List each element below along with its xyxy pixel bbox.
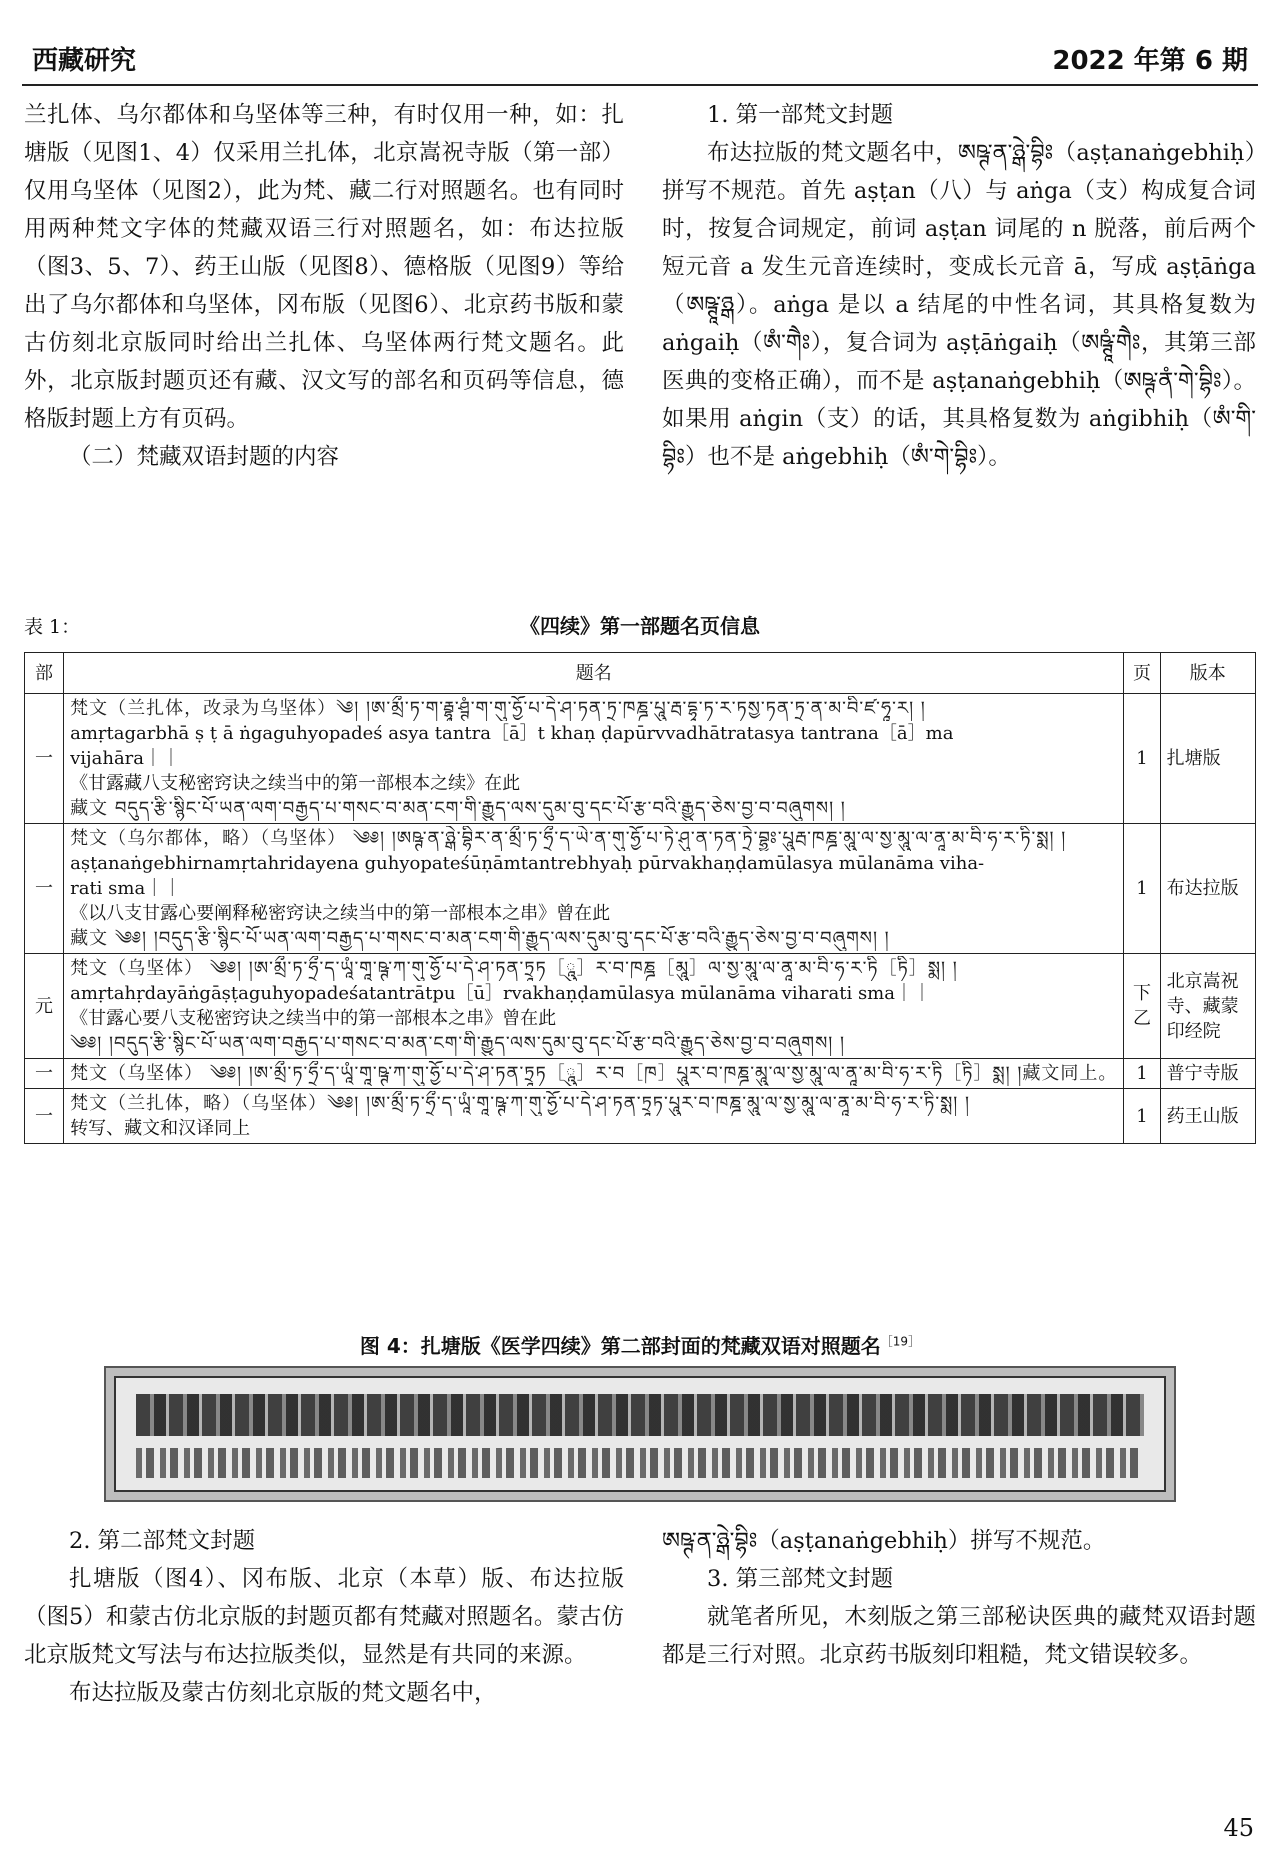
- left-column-top: [24, 96, 624, 476]
- cell-part: 一: [25, 694, 64, 824]
- title-line: 梵文（乌坚体） ༄༅། །ཨ་མྲྀ་ཏ་ཧྲྀ་ད་ཡཱཾ་གཱ་ཥྚ་ཀ་གུ་ཧྱོ་པ་དེ་ཤ་ཏན་ཏྲཱཏ［ཱུ］ར་བ［ཁ］པཱུར་བ་ཁཎྜ་མཱུ་ལ་སྱ་མཱུ་ལ་ནཱ་མ་བི་ཧ་ར་ཏི［ཏི］སྨ། །藏文同上。: [70, 1063, 1118, 1084]
- tibetan-script-line: [136, 1448, 1144, 1478]
- right-column-top: [662, 96, 1256, 476]
- table-row: [25, 954, 1256, 1059]
- running-header: [22, 40, 1258, 80]
- table-row: [25, 1059, 1256, 1089]
- title-line: aṣṭanaṅgebhirnamṛtahridayena guhyopateśūṇāmtantrebhyaḥ pūrvakhaṇḍamūlasya mūlanāma viha-: [70, 853, 985, 874]
- cell-page: 1: [1124, 824, 1160, 954]
- cell-part: 元: [25, 954, 64, 1059]
- cell-edition: 布达拉版: [1160, 824, 1255, 954]
- cell-title: [64, 954, 1124, 1059]
- issue-label: 2022 年第 6 期: [1052, 46, 1248, 76]
- table-row: [25, 1089, 1256, 1144]
- paragraph: 布达拉版的梵文题名中，ཨཥྚ་ན་ཉྒེ་བྷིཿ（aṣṭanaṅgebhiḥ）拼写不规范。首先 aṣṭan（八）与 aṅga（支）构成复合词时，按复合词规定，前词 aṣṭan 词尾的 n 脱落，前后两个短元音 a 发生元音连续时，变成长元音 ā，写成 aṣṭāṅga（ཨཥྚཱ་ཉྒ）。aṅga 是以 a 结尾的中性名词，其具格复数为 aṅgaiḥ（ཨཾ་གཻཿ），复合词为 aṣṭāṅgaiḥ（ཨཥྚཱཾ་གཻཿ，其第三部医典的变格正确），而不是 aṣṭanaṅgebhiḥ（ཨཥྚ་ནཾ་གེ་བྷིཿ）。如果用 aṅgin（支）的话，其具格复数为 aṅgibhiḥ（ཨཾ་གི་བྷིཿ）也不是 aṅgebhiḥ（ཨཾ་གེ་བྷིཿ）。: [662, 140, 1256, 470]
- cell-title: [64, 1089, 1124, 1144]
- paragraph: ཨཥྚ་ན་ཉྒེ་བྷིཿ（aṣṭanaṅgebhiḥ）拼写不规范。: [662, 1528, 1106, 1554]
- title-line: 梵文（兰扎体，改录为乌坚体）༄། །ཨ་མྲྀ་ཏ་ག་རྦྷཱ་ཤྚཱཾ་ག་གུ་ཧྱོ་པ་དེ་ཤ་ཏན་ཏྲ་ཁཎྜ་པཱུ་རྦ་དྷཱ་ཏ་ར་ཏསྱ་ཏན་ཏྲ་ན་མ་བི་ཛ་ཧཱ་ར། །: [70, 698, 926, 719]
- table-label: 表 1：: [24, 616, 81, 638]
- title-line: 《甘露藏八支秘密窍诀之续当中的第一部根本之续》在此: [70, 773, 521, 794]
- cell-page: 1: [1124, 1089, 1160, 1144]
- cell-part: 一: [25, 824, 64, 954]
- paragraph: 扎塘版（图4）、冈布版、北京（本草）版、布达拉版（图5）和蒙古仿北京版的封题页都有梵藏对照题名。蒙古仿北京版梵文写法与布达拉版类似，显然是有共同的来源。: [24, 1566, 624, 1668]
- title-line: 《以八支甘露心要阐释秘密窍诀之续当中的第一部根本之串》曾在此: [70, 903, 611, 924]
- section-heading: 1. 第一部梵文封题: [707, 102, 894, 128]
- title-line: 藏文 བདུད་རྩི་སྙིང་པོ་ཡན་ལག་བརྒྱད་པ་གསང་བ་མན་ངག་གི་རྒྱུད་ལས་དུམ་བུ་དང་པོ་རྩ་བའི་རྒྱུད་ཅེས་བྱ་བ་བཞུགས། །: [70, 798, 846, 819]
- title-line: amṛtahṛdayāṅgāṣṭaguhyopadeśatantrātpu［ū］rvakhaṇḍamūlasya mūlanāma viharati sma｜｜: [70, 983, 931, 1004]
- title-line: 梵文（乌尔都体，略）（乌坚体） ༄༅། །ཨཥྚ་ན་ཉྒེ་བྷིར་ན་མྲྀ་ཏ་ཧྲྀ་ད་ཡེ་ན་གུ་ཧྱོ་པ་ཏེ་ཤུ་ན་ཏན་ཏྲེ་བྷྱཿ་པཱུརྦ་ཁཎྜ་མཱུ་ལ་སྱ་མཱུ་ལ་ནཱ་མ་བི་ཧ་ར་ཏི་སྨ། །: [70, 828, 1067, 849]
- cell-part: 一: [25, 1059, 64, 1089]
- page-number: 45: [1223, 1814, 1254, 1842]
- table-title: 《四续》第一部题名页信息: [520, 614, 760, 638]
- title-line: 转写、藏文和汉译同上: [70, 1118, 251, 1139]
- cell-page: 1: [1124, 694, 1160, 824]
- paragraph: 兰扎体、乌尔都体和乌坚体等三种，有时仅用一种，如：扎塘版（见图1、4）仅采用兰扎体，北京嵩祝寺版（第一部）仅用乌坚体（见图2），此为梵、藏二行对照题名。也有同时用两种梵文字体的梵藏双语三行对照题名，如：布达拉版（图3、5、7）、药王山版（见图8）、德格版（见图9）等给出了乌尔都体和乌坚体，冈布版（见图6）、北京药书版和蒙古仿刻北京版同时给出兰扎体、乌坚体两行梵文题名。此外，北京版封题页还有藏、汉文写的部名和页码等信息，德格版封题上方有页码。: [24, 102, 624, 432]
- left-column-bottom: [24, 1522, 624, 1712]
- title-line: 《甘露心要八支秘密窍诀之续当中的第一部根本之串》曾在此: [70, 1008, 557, 1029]
- title-line: rati sma｜｜: [70, 878, 182, 899]
- figure-caption-text: 图 4：扎塘版《医学四续》第二部封面的梵藏双语对照题名: [359, 1334, 881, 1358]
- title-line: 梵文（乌坚体） ༄༅། །ཨ་མྲྀ་ཏ་ཧྲྀ་ད་ཡཱཾ་གཱ་ཥྚ་ཀ་གུ་ཧྱོ་པ་དེ་ཤ་ཏན་ཏྲཱཏ［ཱུ］ར་བ་ཁཎྜ［མཱུ］ལ་སྱ་མཱུ་ལ་ནཱ་མ་བི་ཧ་ར་ཏི［ཏི］སྨ། །: [70, 958, 958, 979]
- title-line: vijahāra｜｜: [70, 748, 181, 769]
- cell-title: [64, 694, 1124, 824]
- sanskrit-script-line: [136, 1394, 1144, 1436]
- right-column-bottom: [662, 1522, 1256, 1674]
- cell-page: 下乙: [1124, 954, 1160, 1059]
- figure-reference: ［19］: [880, 1334, 921, 1349]
- paragraph: 布达拉版及蒙古仿刻北京版的梵文题名中，: [69, 1680, 497, 1706]
- cell-edition: 北京嵩祝寺、藏蒙印经院: [1160, 954, 1255, 1059]
- section-heading: 3. 第三部梵文封题: [707, 1566, 894, 1592]
- figure-caption: [0, 1330, 1280, 1359]
- cell-edition: 扎塘版: [1160, 694, 1255, 824]
- header-rule: [22, 84, 1258, 86]
- title-line: 梵文（兰扎体，略）（乌坚体）༄༅། །ཨ་མྲྀ་ཏ་ཧྲྀ་ད་ཡཱཾ་གཱ་ཥྚ་ཀ་གུ་ཧྱོ་པ་དེ་ཤ་ཏན་ཏྲཱཏ་པཱུར་བ་ཁཎྜ་མཱུ་ལ་སྱ་མཱུ་ལ་ནཱ་མ་བི་ཧ་ར་ཏི་སྨ། །: [70, 1093, 970, 1114]
- cell-edition: 药王山版: [1160, 1089, 1255, 1144]
- cell-page: 1: [1124, 1059, 1160, 1089]
- image-frame: [114, 1376, 1166, 1492]
- cell-part: 一: [25, 1089, 64, 1144]
- cell-title: [64, 824, 1124, 954]
- header-title: 题名: [64, 653, 1124, 694]
- section-heading: 2. 第二部梵文封题: [69, 1528, 256, 1554]
- header-part: 部: [25, 653, 64, 694]
- paragraph: 就笔者所见，木刻版之第三部秘诀医典的藏梵双语封题都是三行对照。北京药书版刻印粗糙，梵文错误较多。: [662, 1604, 1256, 1668]
- header-page: 页: [1124, 653, 1160, 694]
- title-line: 藏文 ༄༅། །བདུད་རྩི་སྙིང་པོ་ཡན་ལག་བརྒྱད་པ་གསང་བ་མན་ངག་གི་རྒྱུད་ལས་དུམ་བུ་དང་པོ་རྩ་བའི་རྒྱུད་ཅེས་བྱ་བ་བཞུགས། །: [70, 928, 890, 949]
- section-heading: （二）梵藏双语封题的内容: [69, 444, 340, 470]
- cell-title: [64, 1059, 1124, 1089]
- title-page-table: [24, 652, 1256, 1144]
- title-line: amṛtagarbhā ṣ ṭ ā ṅgaguhyopadeś asya tantra［ā］t khaṇ ḍapūrvvadhātratasya tantrana［ā］ma: [70, 723, 954, 744]
- title-line: ༄༅། །བདུད་རྩི་སྙིང་པོ་ཡན་ལག་བརྒྱད་པ་གསང་བ་མན་ངག་གི་རྒྱུད་ལས་དུམ་བུ་དང་པོ་རྩ་བའི་རྒྱུད་ཅེས་བྱ་བ་བཞུགས། །: [70, 1033, 845, 1054]
- header-edition: 版本: [1160, 653, 1255, 694]
- table-row: [25, 824, 1256, 954]
- cell-edition: 普宁寺版: [1160, 1059, 1255, 1089]
- journal-name: 西藏研究: [32, 46, 137, 76]
- woodblock-title-image: [104, 1366, 1176, 1502]
- table-header-row: [25, 653, 1256, 694]
- table-row: [25, 694, 1256, 824]
